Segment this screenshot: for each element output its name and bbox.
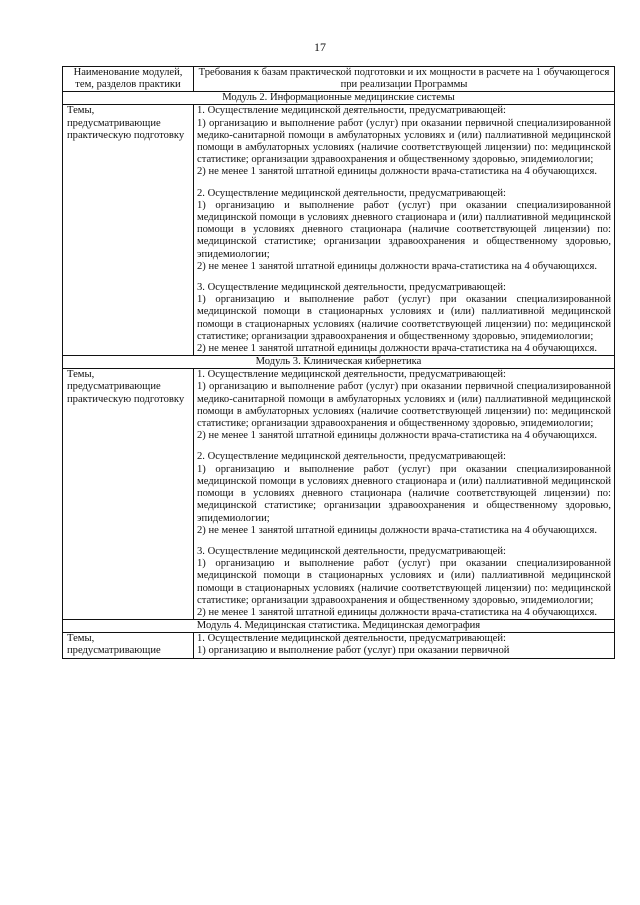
- module-section: [63, 92, 615, 356]
- requirement-item: 2) не менее 1 занятой штатной единицы должности врача-статистика на 4 обучающихся.: [197, 430, 597, 442]
- requirement-title: 3. Осуществление медицинской деятельности, предусматривающей:: [197, 545, 506, 557]
- module-section: [63, 620, 615, 658]
- requirements-cell: [194, 105, 615, 356]
- topic-cell: Темы, предусматривающие практическую подготовку: [63, 369, 194, 620]
- requirement-block: [197, 546, 611, 619]
- requirement-block: [197, 105, 611, 178]
- module-title: Модуль 3. Клиническая кибернетика: [63, 356, 615, 369]
- requirements-cell: [194, 633, 615, 658]
- requirements-table: [62, 66, 615, 659]
- requirement-title: 3. Осуществление медицинской деятельности, предусматривающей:: [197, 282, 506, 294]
- header-modules: Наименование модулей, тем, разделов практики: [63, 67, 194, 92]
- requirement-item: 2) не менее 1 занятой штатной единицы должности врача-статистика на 4 обучающихся.: [197, 343, 597, 355]
- requirement-title: 1. Осуществление медицинской деятельности, предусматривающей:: [197, 633, 506, 645]
- requirement-item: 1) организацию и выполнение работ (услуг) при оказании специализированной медицинской помощи в условиях дневного стационара и (или) паллиативной медицинской помощи в условиях дневного стационара (наличие соответствующей лицензии) по: медицинской статистике; организации здравоохранения и общественному здоровью, эпидемиологии;: [197, 463, 611, 524]
- topic-cell: Темы, предусматривающие: [63, 633, 194, 658]
- requirement-item: 1) организацию и выполнение работ (услуг) при оказании специализированной медицинской помощи в стационарных условиях и (или) паллиативной медицинской помощи в стационарных условиях (наличие соответствующей лицензии) по: медицинской статистике; организации здравоохранения и общественному здоровью, эпидемиологии;: [197, 558, 611, 606]
- requirement-block: [197, 633, 611, 657]
- requirement-title: 2. Осуществление медицинской деятельности, предусматривающей:: [197, 451, 506, 463]
- module-section: [63, 356, 615, 620]
- requirement-item: 1) организацию и выполнение работ (услуг) при оказании первичной: [197, 645, 510, 657]
- requirement-item: 1) организацию и выполнение работ (услуг) при оказании первичной специализированной медико-санитарной помощи в амбулаторных условиях и (или) паллиативной медицинской помощи в амбулаторных условиях (наличие соответствующей лицензии) по: медицинской статистике; организации здравоохранения и общественному здоровью, эпидемиологии;: [197, 117, 611, 166]
- table-header-row: [63, 67, 615, 92]
- requirement-item: 1) организацию и выполнение работ (услуг) при оказании специализированной медицинской помощи в условиях дневного стационара и (или) паллиативной медицинской помощи в условиях дневного стационара (наличие соответствующей лицензии) по: медицинской статистике; организации здравоохранения и общественному здоровью, эпидемиологии;: [197, 199, 611, 260]
- page-number: 17: [314, 40, 326, 54]
- header-requirements: Требования к базам практической подготовки и их мощности в расчете на 1 обучающегося при реализации Программы: [194, 67, 615, 92]
- requirement-title: 1. Осуществление медицинской деятельности, предусматривающей:: [197, 105, 506, 117]
- requirements-cell: [194, 369, 615, 620]
- module-title: Модуль 4. Медицинская статистика. Медицинская демография: [63, 620, 615, 633]
- requirement-item: 2) не менее 1 занятой штатной единицы должности врача-статистика на 4 обучающихся.: [197, 606, 597, 618]
- requirement-item: 2) не менее 1 занятой штатной единицы должности врача-статистика на 4 обучающихся.: [197, 166, 597, 178]
- requirement-item: 1) организацию и выполнение работ (услуг) при оказании специализированной медицинской помощи в стационарных условиях и (или) паллиативной медицинской помощи в стационарных условиях (наличие соответствующей лицензии) по: медицинской статистике; организации здравоохранения и общественному здоровью, эпидемиологии;: [197, 294, 611, 342]
- requirement-block: [197, 451, 611, 536]
- requirement-title: 2. Осуществление медицинской деятельности, предусматривающей:: [197, 187, 506, 199]
- requirement-item: 1) организацию и выполнение работ (услуг) при оказании первичной специализированной медико-санитарной помощи в амбулаторных условиях и (или) паллиативной медицинской помощи в амбулаторных условиях (наличие соответствующей лицензии) по: медицинской статистике; организации здравоохранения и общественному здоровью, эпидемиологии;: [197, 381, 611, 430]
- module-title: Модуль 2. Информационные медицинские системы: [63, 92, 615, 105]
- topic-cell: Темы, предусматривающие практическую подготовку: [63, 105, 194, 356]
- requirement-block: [197, 188, 611, 273]
- requirement-item: 2) не менее 1 занятой штатной единицы должности врача-статистика на 4 обучающихся.: [197, 260, 597, 272]
- requirement-block: [197, 369, 611, 442]
- requirement-item: 2) не менее 1 занятой штатной единицы должности врача-статистика на 4 обучающихся.: [197, 524, 597, 536]
- requirement-title: 1. Осуществление медицинской деятельности, предусматривающей:: [197, 369, 506, 381]
- requirement-block: [197, 282, 611, 355]
